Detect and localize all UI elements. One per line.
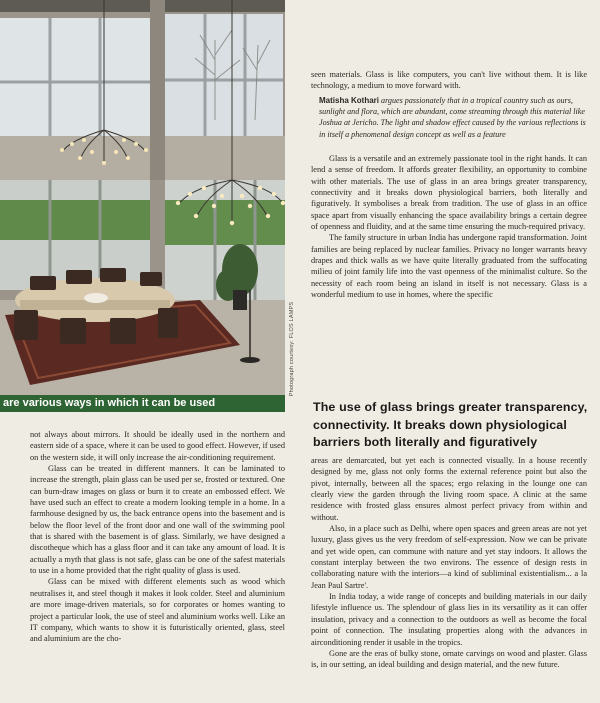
photo-credit: Photograph courtesy: FLOS LAMPS <box>289 301 295 397</box>
paragraph: areas are demarcated, but yet each is connected visually. In a house recently designed by me, glass not only forms the external reference point but also the pivot, internally, between all the spaces; ergo relaxing in the lounge one can clearly view the garden through the living room space. A clinic at the same residence with frosted glass ensures almost perfect privacy from within and without. <box>311 456 587 522</box>
article-right-top <box>311 69 587 92</box>
intro-quote <box>319 95 587 140</box>
interior-photo <box>0 0 285 395</box>
paragraph: In India today, a wide range of concepts and building materials in our daily lifestyle influence us. The splendour of glass lies in its versatility as it can offer insulation, privacy and a connection to the outdoors as well as become the focal point of connection. The insulating properties along with the advances in airconditioning render it usable in the tropics. <box>311 592 587 647</box>
paragraph: Glass can be treated in different manners. It can be laminated to increase the strength, plain glass can be used per se, frosted or textured. One can burn-draw images on glass or burn it to create an embossed effect. We have used such an effect to create a modern looking temple in a home. In a farmhouse designed by us, the back entrance opens into the basement and is below the floor level of the front door and one wall of the swimming pool that is shared with the basement is of glass. Similarly, we have designed a discotheque which has a glass floor and it can take any amount of load. It is actually a myth that glass is not safe, glass can be one of the safest materials to use in a home provided that the right quality of glass is used. <box>30 464 285 576</box>
paragraph: Gone are the eras of bulky stone, ornate carvings on wood and plaster. Glass is, in our setting, an ideal building and design material, and the new future. <box>311 648 587 670</box>
paragraph: Glass can be mixed with different elements such as wood which neutralises it, and steel though it makes it look colder. Steel and aluminium are more image-driven materials, so for corporates or homes wanting to project a particular look, the use of steel and aluminium works well. Like an IT company, which wants to show it is futuristically oriented, glass, steel and aluminium are the cho- <box>30 577 285 644</box>
article-left-bottom <box>30 429 285 645</box>
photo-caption: are various ways in which it can be used <box>0 395 285 412</box>
interior-photo-illustration <box>0 0 285 395</box>
paragraph: Glass is a versatile and an extremely passionate tool in the right hands. It can lend a sense of freedom. It affords greater flexibility, an opportunity to combine with other materials. The use of glass in an area brings greater transparency, connectivity and it breaks down physiological barriers, both literally and figuratively. It symbolises a break from tradition. The use of glass in an office space apart from visually enhancing the space availability brings a certain degree of openness and fluidity, and at the same time ensuring the much-required privacy. <box>311 154 587 232</box>
paragraph: Also, in a place such as Delhi, where open spaces and green areas are not yet luxury, glass gives us the very freedom of self-expression. Now we can be private and yet wide open, can commune with nature and yet stay indoors. It allows the constant interplay between the two environs. The essence of design rests in collaborating nature with the interiors—a kind of subliminal existentialism... a la Jean Paul Sartre'. <box>311 524 587 590</box>
paragraph: The family structure in urban India has undergone rapid transformation. Joint families are being replaced by nuclear families. Privacy no longer warrants heavy drapes and thick walls as we have quite literally graduated from the suffocating milieu of joint family life into the vast openness of the minimalist culture. So the necessity of each room being an island in itself is not necessary. Glass is a wonderful medium to use in homes, where the specific <box>311 233 587 300</box>
quote-text: argues passionately that in a tropical country such as ours, sunlight and flora, which are abundant, come streaming through this material like Joshua at Jericho. The light and shadow effect caused by the various reflections is in itself a phenomenal design concept as well as a feature <box>319 96 586 139</box>
article-right-main <box>311 153 587 300</box>
pull-quote: The use of glass brings greater transparency, connectivity. It breaks down physiological barriers both literally and figuratively <box>313 400 588 450</box>
quote-author: Matisha Kothari <box>319 96 380 105</box>
paragraph: seen materials. Glass is like computers, you can't live without them. It is like technology, a medium to move forward with. <box>311 70 587 91</box>
article-right-bottom <box>311 455 587 671</box>
paragraph: not always about mirrors. It should be ideally used in the northern and eastern side of a space, where it can be used to good effect. However, if used on the western side, it will only increase the air-conditioning requirement. <box>30 430 285 462</box>
